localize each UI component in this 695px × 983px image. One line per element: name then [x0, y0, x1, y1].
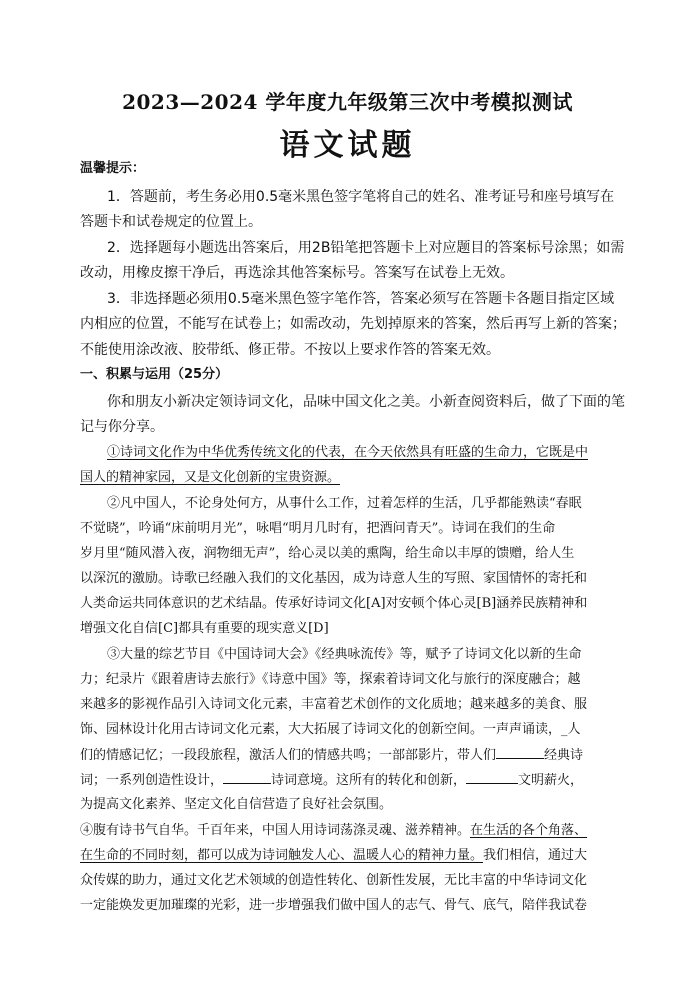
para4-line-2	[80, 847, 587, 865]
para4-line-2-text: 我们相信，通过大	[483, 848, 588, 863]
para3-line-6-a: 词；一系列创造性设计，	[80, 773, 224, 788]
para3-line-5-text: 们的情感记忆；一段段旅程，激活人们的情感共鸣；一部部影片，带人们	[80, 748, 497, 763]
para2-line-3: 岁月里“随风潜入夜，润物细无声”，给心灵以美的熏陶，给生命以丰厚的馈赠，给人生	[80, 546, 575, 561]
section-heading: 一、积累与运用（25分）	[80, 367, 229, 382]
para4-line-4: 一定能焕发更加璀璨的光彩，进一步增强我们做中国人的志气、骨气、底气，陪伴我试卷	[80, 898, 588, 913]
intro-line-1: 你和朋友小新决定领诗词文化，品味中国文化之美。小新查阅资料后，做了下面的笔	[107, 394, 625, 410]
tips-line-5: 3．非选择题必须用0.5毫米黑色签字笔作答，答案必须写在答题卡各题目指定区域	[107, 291, 615, 307]
tips-line-2: 答题卡和试卷规定的位置上。	[80, 214, 262, 230]
answer-blank-3[interactable]	[466, 771, 518, 784]
para3-line-5-tail: 经典诗	[544, 748, 584, 763]
exam-subtitle: 语文试题	[279, 128, 416, 163]
answer-blank-1[interactable]	[496, 746, 544, 759]
para3-line-6-c: 文明薪火，	[518, 773, 584, 788]
tips-line-4: 改动，用橡皮擦干净后，再选涂其他答案标号。答案写在试卷上无效。	[80, 265, 514, 281]
exam-title: 2023—2024 学年度九年级第三次中考模拟测试	[122, 90, 573, 114]
para3-line-1: ③大量的综艺节目《中国诗词大会》《经典咏流传》等，赋予了诗词文化以新的生命	[107, 647, 582, 662]
para2-line-1: ②凡中国人，不论身处何方，从事什么工作，过着怎样的生活，几乎都能熟读“春眠	[107, 496, 582, 511]
tips-line-1: 1．答题前，考生务必用0.5毫米黑色签字笔将自己的姓名、准考证号和座号填写在	[107, 189, 615, 205]
para3-line-3: 来越多的影视作品引入诗词文化元素，丰富着艺术创作的文化质地；越来越多的美食、服	[80, 697, 588, 712]
tips-line-7: 不能使用涂改液、胶带纸、修正带。不按以上要求作答的答案无效。	[80, 342, 500, 358]
para3-line-6	[80, 771, 583, 790]
tips-line-3: 2．选择题每小题选出答案后，用2B铅笔把答题卡上对应题目的答案标号涂黑；如需	[107, 240, 625, 256]
para4-line-1-text: ④腹有诗书气自华。千百年来，中国人用诗词荡涤灵魂、滋养精神。	[80, 823, 471, 838]
answer-blank-2[interactable]	[223, 771, 271, 784]
para3-line-6-b: 诗词意境。这所有的转化和创新，	[271, 773, 467, 788]
tips-label: 温馨提示：	[80, 161, 146, 176]
intro-line-2: 记与你分享。	[80, 419, 164, 435]
para4-line-1	[80, 822, 587, 840]
para1-line-2: 国人的精神家园，又是文化创新的宝贵资源。	[80, 470, 341, 485]
para3-line-5	[80, 746, 583, 765]
para4-line-1-underlined: 在生活的各个角落、	[470, 823, 588, 838]
para4-line-2-underlined: 在生命的不同时刻，都可以成为诗词触发人心、温暖人心的精神力量。	[80, 848, 484, 863]
para1-line-1: ①诗词文化作为中华优秀传统文化的代表，在今天依然具有旺盛的生命力，它既是中	[107, 445, 589, 460]
para2-line-5: 人类命运共同体意识的艺术结晶。传承好诗词文化[A]对安顿个体心灵[B]涵养民族精神和	[80, 596, 588, 611]
para2-line-2: 不觉晓”，吟诵“床前明月光”，咏唱“明月几时有，把酒问青天”。诗词在我们的生命	[80, 521, 556, 536]
para2-line-6: 增强文化自信[C]都具有重要的现实意义[D]	[80, 621, 329, 636]
para2-line-4: 以深沉的激励。诗歌已经融入我们的文化基因，成为诗意人生的写照、家国情怀的寄托和	[80, 571, 588, 586]
para3-line-2: 力；纪录片《跟着唐诗去旅行》《诗意中国》等，探索着诗词文化与旅行的深度融合；越	[80, 672, 581, 687]
para4-line-3: 众传媒的助力，通过文化艺术领域的创造性转化、创新性发展，无比丰富的中华诗词文化	[80, 873, 588, 888]
para3-line-7: 为提高文化素养、坚定文化自信营造了良好社会氛围。	[80, 797, 393, 812]
tips-line-6: 内相应的位置，不能写在试卷上；如需改动，先划掉原来的答案，然后再写上新的答案；	[80, 316, 626, 332]
para3-line-4: 饰、园林设计化用古诗词文化元素，大大拓展了诗词文化的创新空间。一声声诵读，_人	[80, 722, 581, 737]
